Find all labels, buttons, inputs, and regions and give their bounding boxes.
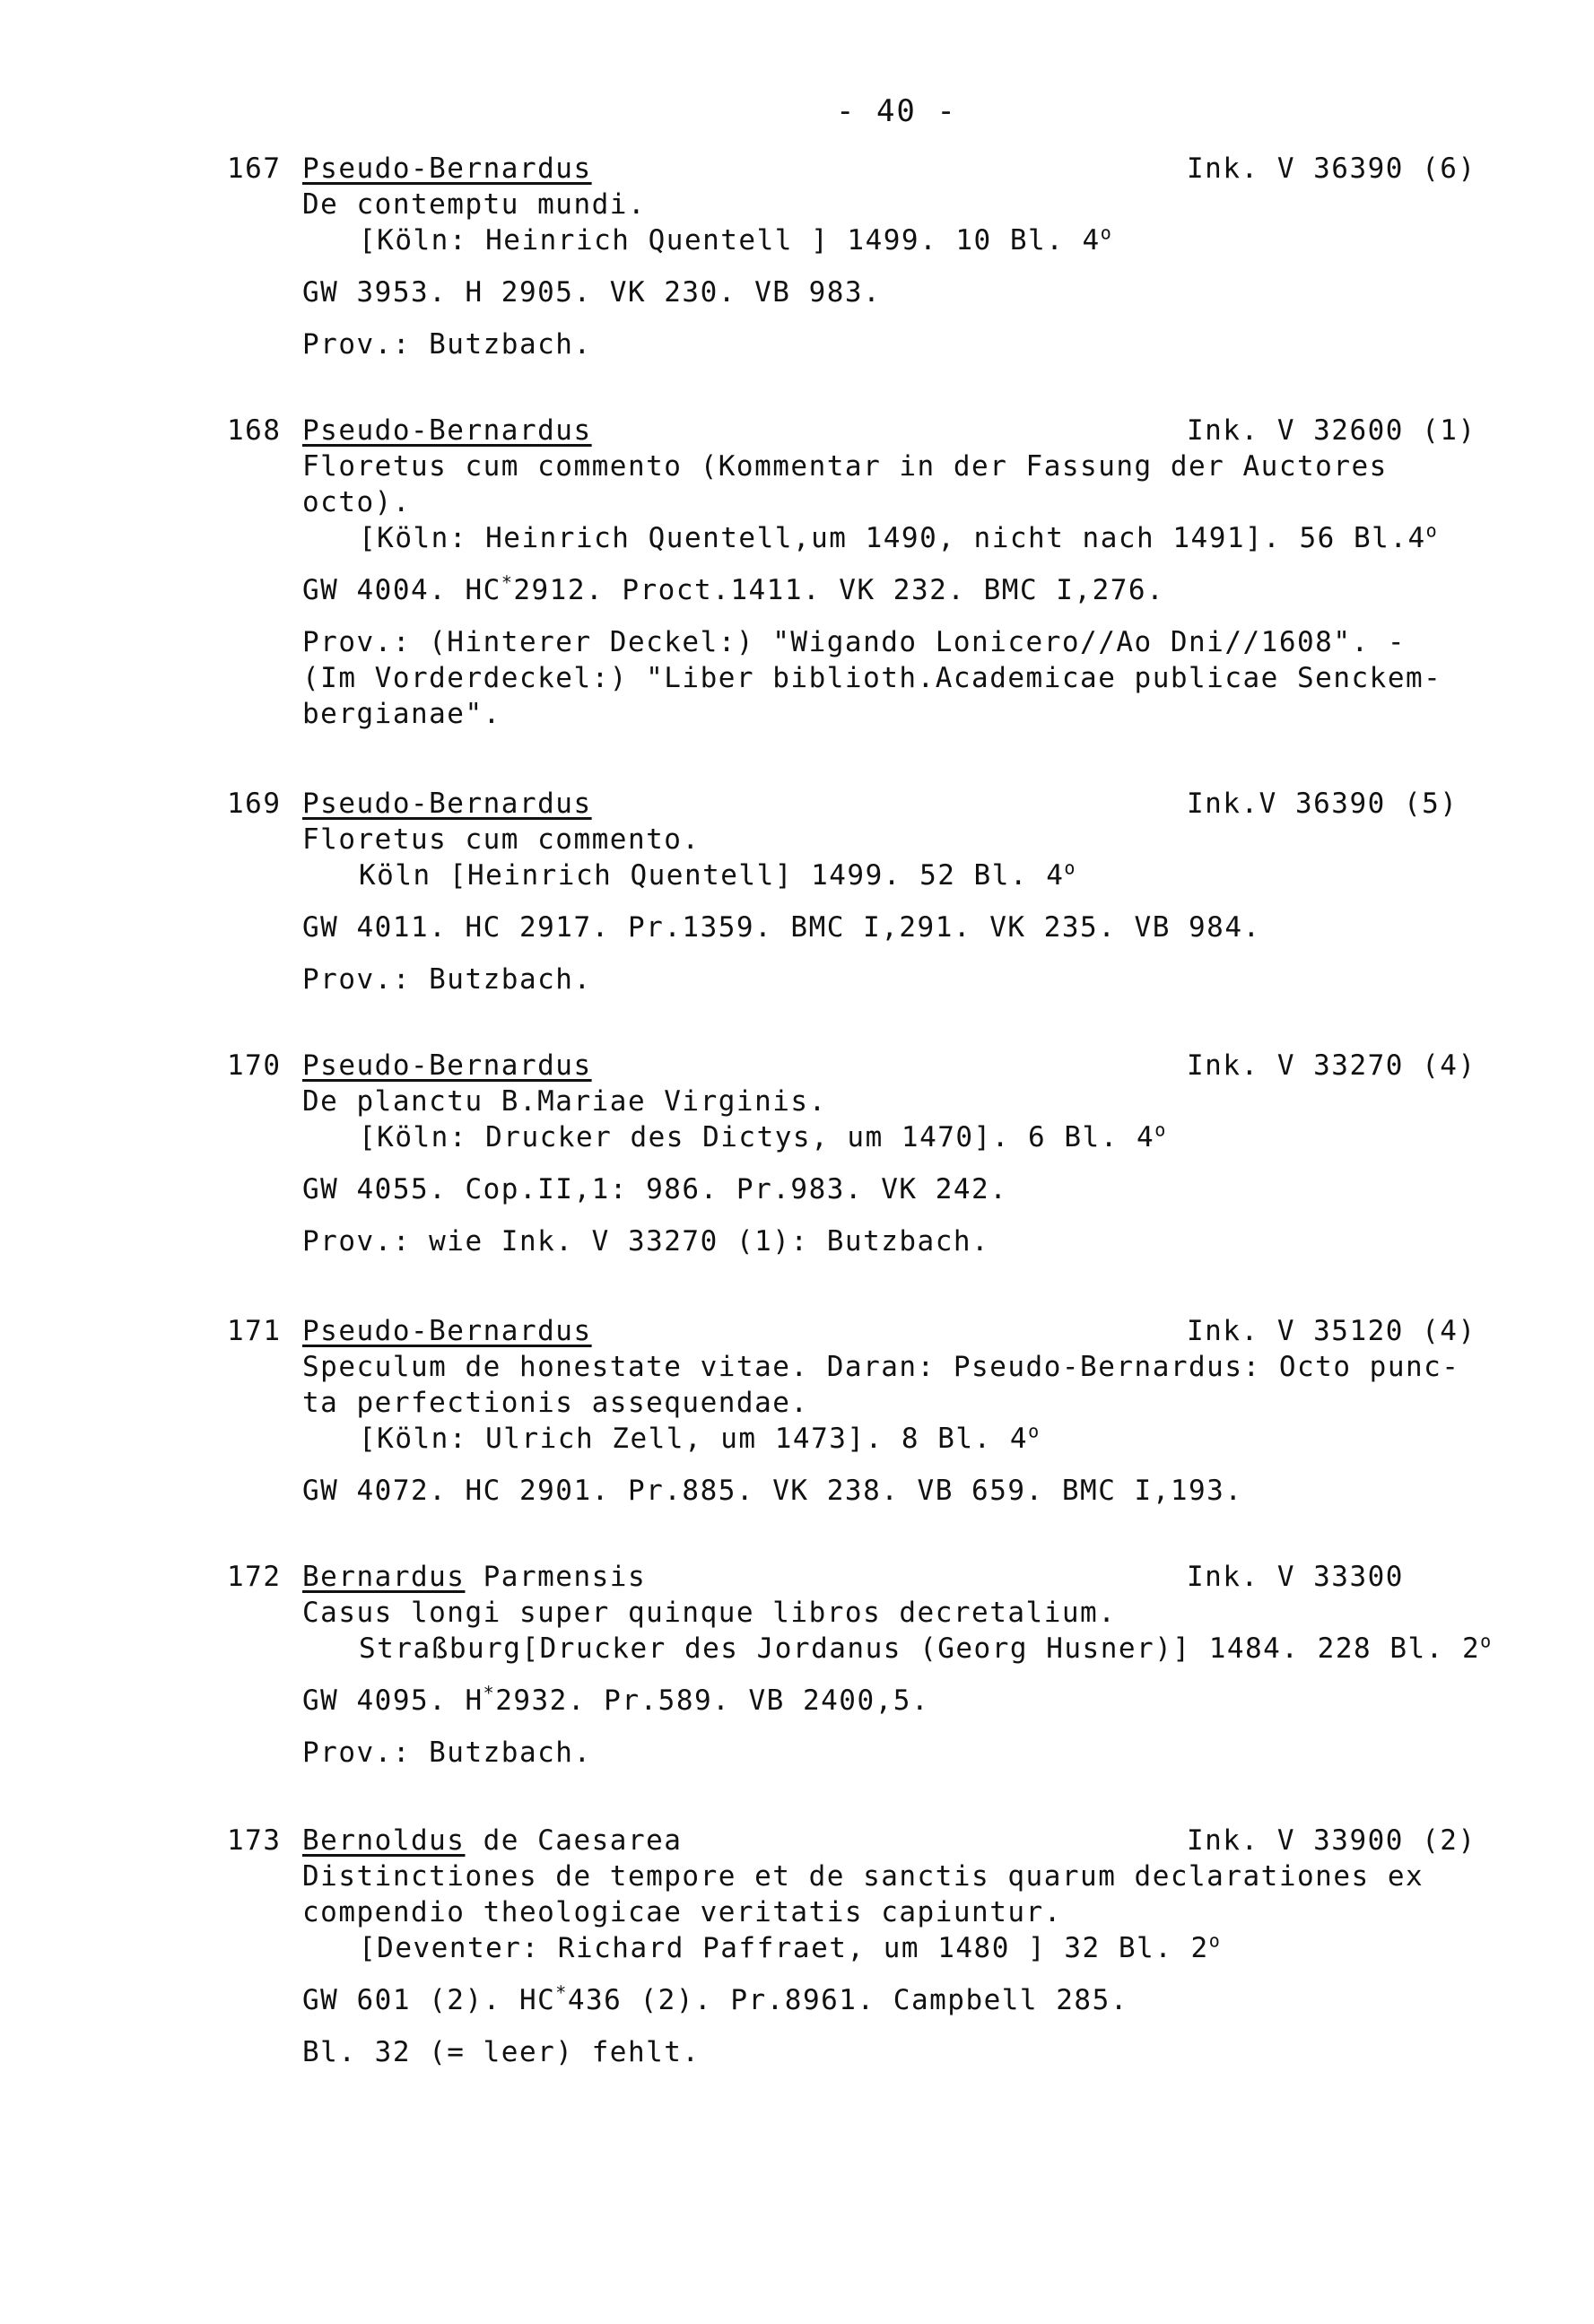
entry-author	[302, 1559, 646, 1595]
provenance: Prov.: (Hinterer Deckel:) "Wigando Lonicero//Ao Dni//1608". -	[302, 626, 1406, 658]
entry-number: 173	[227, 1824, 282, 1857]
superscript: o	[1480, 1630, 1493, 1652]
bibliographic-refs: GW 4011. HC 2917. Pr.1359. BMC I,291. VK 235. VB 984.	[302, 911, 1261, 944]
entry-number: 167	[227, 152, 282, 185]
provenance: Bl. 32 (= leer) fehlt.	[302, 2036, 701, 2068]
bibliographic-refs: GW 601 (2). HC*436 (2). Pr.8961. Campbell 285.	[302, 1981, 1128, 2016]
superscript: o	[1154, 1118, 1167, 1141]
author-rest: de Caesarea	[465, 1824, 683, 1857]
author-name: Pseudo-Bernardus	[302, 152, 592, 185]
entry-title: Speculum de honestate vitae. Daran: Pseudo-Bernardus: Octo punc-	[302, 1351, 1460, 1383]
superscript: o	[1100, 222, 1113, 244]
superscript: *	[555, 1981, 568, 2004]
provenance: Prov.: Butzbach.	[302, 328, 592, 361]
entry-author	[302, 413, 592, 448]
provenance: (Im Vorderdeckel:) "Liber biblioth.Academicae publicae Senckem-	[302, 662, 1442, 694]
entry-title: Casus longi super quinque libros decretalium.	[302, 1597, 1117, 1629]
author-name: Pseudo-Bernardus	[302, 1049, 592, 1082]
bibliographic-refs: GW 4072. HC 2901. Pr.885. VK 238. VB 659. BMC I,193.	[302, 1475, 1243, 1507]
inventory-number: Ink. V 32600 (1)	[1187, 414, 1476, 447]
entry-author	[302, 1823, 682, 1858]
entry-number: 168	[227, 414, 282, 447]
inventory-number: Ink. V 33300	[1187, 1561, 1404, 1593]
imprint-line: Köln [Heinrich Quentell] 1499. 52 Bl. 4$^o$	[359, 857, 1076, 892]
superscript: *	[501, 571, 514, 594]
inventory-number: Ink. V 36390 (6)	[1187, 152, 1476, 185]
imprint-line: [Köln: Drucker des Dictys, um 1470]. 6 Bl. 4$^o$	[359, 1118, 1167, 1153]
entry-title: De planctu B.Mariae Virginis.	[302, 1085, 827, 1118]
provenance: Prov.: Butzbach.	[302, 963, 592, 996]
imprint-line: [Köln: Heinrich Quentell ] 1499. 10 Bl. 4$^o$	[359, 222, 1113, 257]
entry-author	[302, 1048, 592, 1084]
author-name: Pseudo-Bernardus	[302, 414, 592, 447]
provenance: Prov.: Butzbach.	[302, 1736, 592, 1769]
superscript: o	[1208, 1929, 1222, 1952]
provenance: Prov.: wie Ink. V 33270 (1): Butzbach.	[302, 1225, 990, 1258]
inventory-number: Ink. V 35120 (4)	[1187, 1315, 1476, 1347]
entry-title: Floretus cum commento (Kommentar in der Fassung der Auctores	[302, 450, 1388, 483]
entry-title: Floretus cum commento.	[302, 823, 701, 856]
entry-number: 171	[227, 1315, 282, 1347]
superscript: *	[483, 1682, 496, 1704]
entry-title: octo).	[302, 486, 411, 518]
bibliographic-refs: GW 4004. HC*2912. Proct.1411. VK 232. BMC I,276.	[302, 571, 1165, 606]
bibliographic-refs: GW 4095. H*2932. Pr.589. VB 2400,5.	[302, 1682, 930, 1717]
entry-title: ta perfectionis assequendae.	[302, 1387, 809, 1419]
entry-number: 169	[227, 788, 282, 820]
entry-title: De contemptu mundi.	[302, 188, 647, 221]
author-name: Pseudo-Bernardus	[302, 1315, 592, 1347]
entry-author	[302, 1313, 592, 1349]
bibliographic-refs: GW 4055. Cop.II,1: 986. Pr.983. VK 242.	[302, 1173, 1008, 1206]
inventory-number: Ink. V 33270 (4)	[1187, 1049, 1476, 1082]
imprint-line: [Deventer: Richard Paffraet, um 1480 ] 32 Bl. 2$^o$	[359, 1929, 1222, 1964]
bibliographic-refs: GW 3953. H 2905. VK 230. VB 983.	[302, 276, 882, 309]
provenance: bergianae".	[302, 698, 501, 730]
inventory-number: Ink. V 33900 (2)	[1187, 1824, 1476, 1857]
superscript: o	[1425, 519, 1439, 542]
imprint-line: Straßburg[Drucker des Jordanus (Georg Husner)] 1484. 228 Bl. 2$^o$	[359, 1630, 1493, 1665]
author-name: Pseudo-Bernardus	[302, 788, 592, 820]
entry-title: compendio theologicae veritatis capiuntur.	[302, 1896, 1062, 1928]
superscript: o	[1064, 857, 1076, 879]
entry-number: 172	[227, 1561, 282, 1593]
imprint-line: [Köln: Ulrich Zell, um 1473]. 8 Bl. 4$^o$	[359, 1420, 1041, 1455]
page-number: - 40 -	[836, 93, 957, 129]
entry-author	[302, 786, 592, 822]
author-name: Bernoldus	[302, 1824, 466, 1857]
imprint-line: [Köln: Heinrich Quentell,um 1490, nicht nach 1491]. 56 Bl.4$^o$	[359, 519, 1439, 554]
inventory-number: Ink.V 36390 (5)	[1187, 788, 1459, 820]
entry-title: Distinctiones de tempore et de sanctis quarum declarationes ex	[302, 1860, 1424, 1893]
author-name: Bernardus	[302, 1561, 466, 1593]
entry-number: 170	[227, 1049, 282, 1082]
superscript: o	[1028, 1420, 1041, 1442]
entry-author	[302, 151, 592, 187]
author-rest: Parmensis	[465, 1561, 647, 1593]
